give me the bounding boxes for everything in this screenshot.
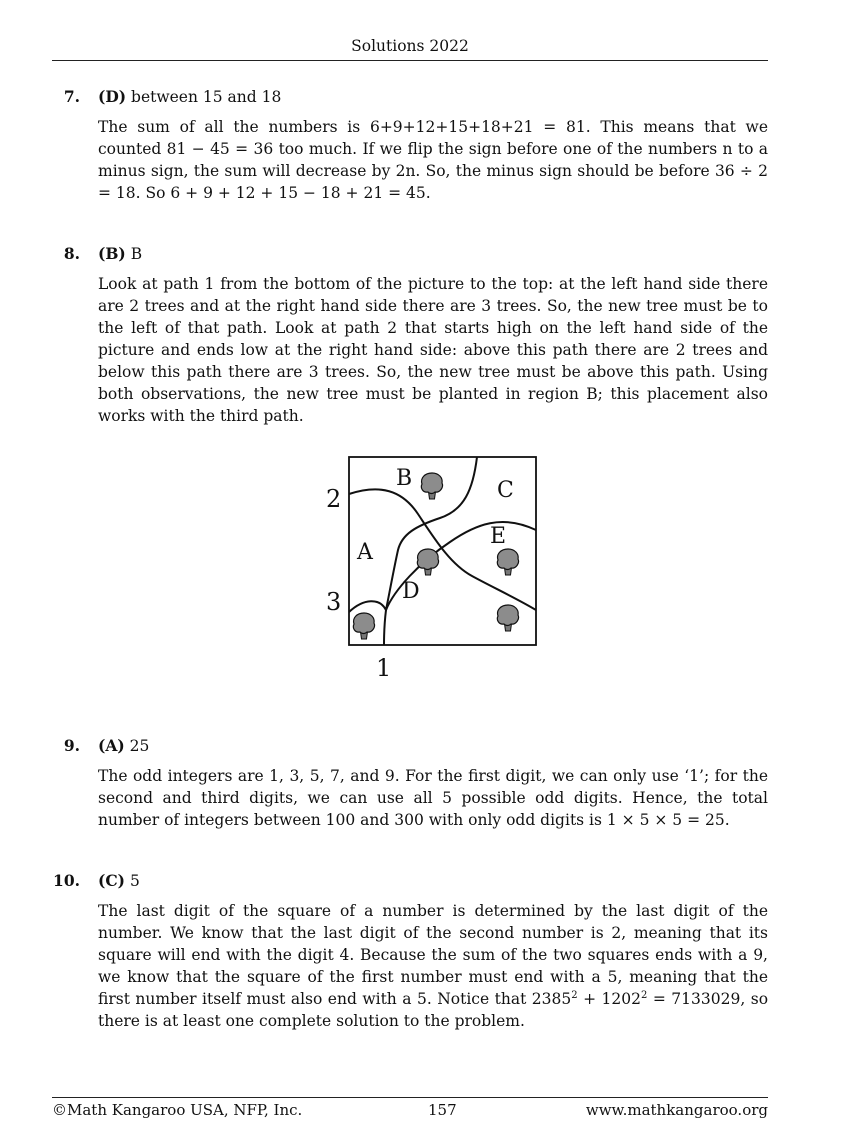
answer-text: 25 (129, 737, 150, 755)
tree-paths-figure (320, 450, 550, 690)
path-label-2: 2 (326, 485, 342, 513)
problem-9 (52, 735, 768, 831)
region-label-a: A (357, 540, 373, 565)
answer-letter: (C) (98, 871, 126, 890)
answer-text: B (130, 245, 143, 263)
answer-letter: (A) (98, 736, 125, 755)
answer-text: 5 (129, 872, 140, 890)
problem-solution-text: The sum of all the numbers is 6+9+12+15+18+21 = 81. This means that we counted 81 − 45 = 36 too much. If we flip the sign before one of the numbers n to a minus sign, the sum will decrease by 2n. So, the minus sign should be before 36 ÷ 2 = 18. So 6 + 9 + 12 + 15 − 18 + 21 = 45. (98, 118, 768, 202)
solution-text-part: , so there is at least one complete solution to the problem. (98, 990, 769, 1030)
problem-answer (98, 870, 140, 892)
header-rule (52, 60, 768, 61)
path-label-1: 1 (376, 654, 392, 682)
region-label-b: B (396, 466, 413, 491)
equation-term: 1202 (601, 990, 641, 1008)
equation-exponent: 2 (641, 990, 648, 1001)
tree-icon (353, 613, 374, 639)
problem-8 (52, 243, 768, 427)
equation-result: = 7133029 (647, 990, 741, 1008)
tree-icon (497, 605, 518, 631)
problem-answer (98, 243, 142, 265)
equation-term: 2385 (531, 990, 572, 1008)
equation-operator: + (577, 990, 602, 1008)
footer-page-number: 157 (428, 1101, 457, 1119)
answer-letter: (D) (98, 87, 127, 106)
region-label-d: D (402, 579, 420, 604)
path-label-3: 3 (326, 588, 342, 616)
problem-10 (52, 870, 768, 1032)
problem-number: 10. (53, 871, 80, 890)
region-label-c: C (497, 478, 514, 503)
problem-number: 9. (63, 736, 80, 755)
problem-answer (98, 86, 281, 108)
solution-text-part: The last digit of the square of a number is determined by the last digit of the number. We know that the last digit of the second number is 2, meaning that its square will end with the digit 4. Because the sum of the two squares ends with a 9, we know that the square of the first number must end with a 5, meaning that the first number itself must also end with a 5. Notice that (98, 902, 768, 1008)
problem-7 (52, 86, 768, 204)
problem-solution-text (98, 900, 768, 1032)
page-footer (52, 1099, 768, 1121)
page-header-title: Solutions 2022 (351, 37, 469, 55)
equation-exponent: 2 (571, 990, 578, 1001)
footer-rule (52, 1097, 768, 1098)
footer-copyright: ©Math Kangaroo USA, NFP, Inc. (52, 1101, 303, 1119)
region-label-e: E (490, 524, 507, 549)
problem-solution-text: Look at path 1 from the bottom of the picture to the top: at the left hand side there are 2 trees and at the right hand side there are 3 trees. So, the new tree must be to the left of that path. Look at path 2 that starts high on the left hand side of the picture and ends low at the right hand side: above this path there are 2 trees and below this path there are 3 trees. So, the new tree must be above this path. Using both observations, the new tree must be planted in region B; this placement also works with the third path. (98, 275, 768, 425)
answer-letter: (B) (98, 244, 126, 263)
problem-solution-text: The odd integers are 1, 3, 5, 7, and 9. For the first digit, we can only use ‘1’; for the second and third digits, we can use all 5 possible odd digits. Hence, the total number of integers between 100 and 300 with only odd digits is 1 × 5 × 5 = 25. (98, 767, 768, 829)
tree-icon (497, 549, 518, 575)
footer-website: www.mathkangaroo.org (585, 1101, 768, 1119)
problem-number: 8. (63, 244, 80, 263)
tree-icon (417, 549, 438, 575)
answer-text: between 15 and 18 (131, 88, 282, 106)
problem-answer (98, 735, 149, 757)
problem-number: 7. (63, 87, 80, 106)
tree-icon (421, 473, 442, 499)
